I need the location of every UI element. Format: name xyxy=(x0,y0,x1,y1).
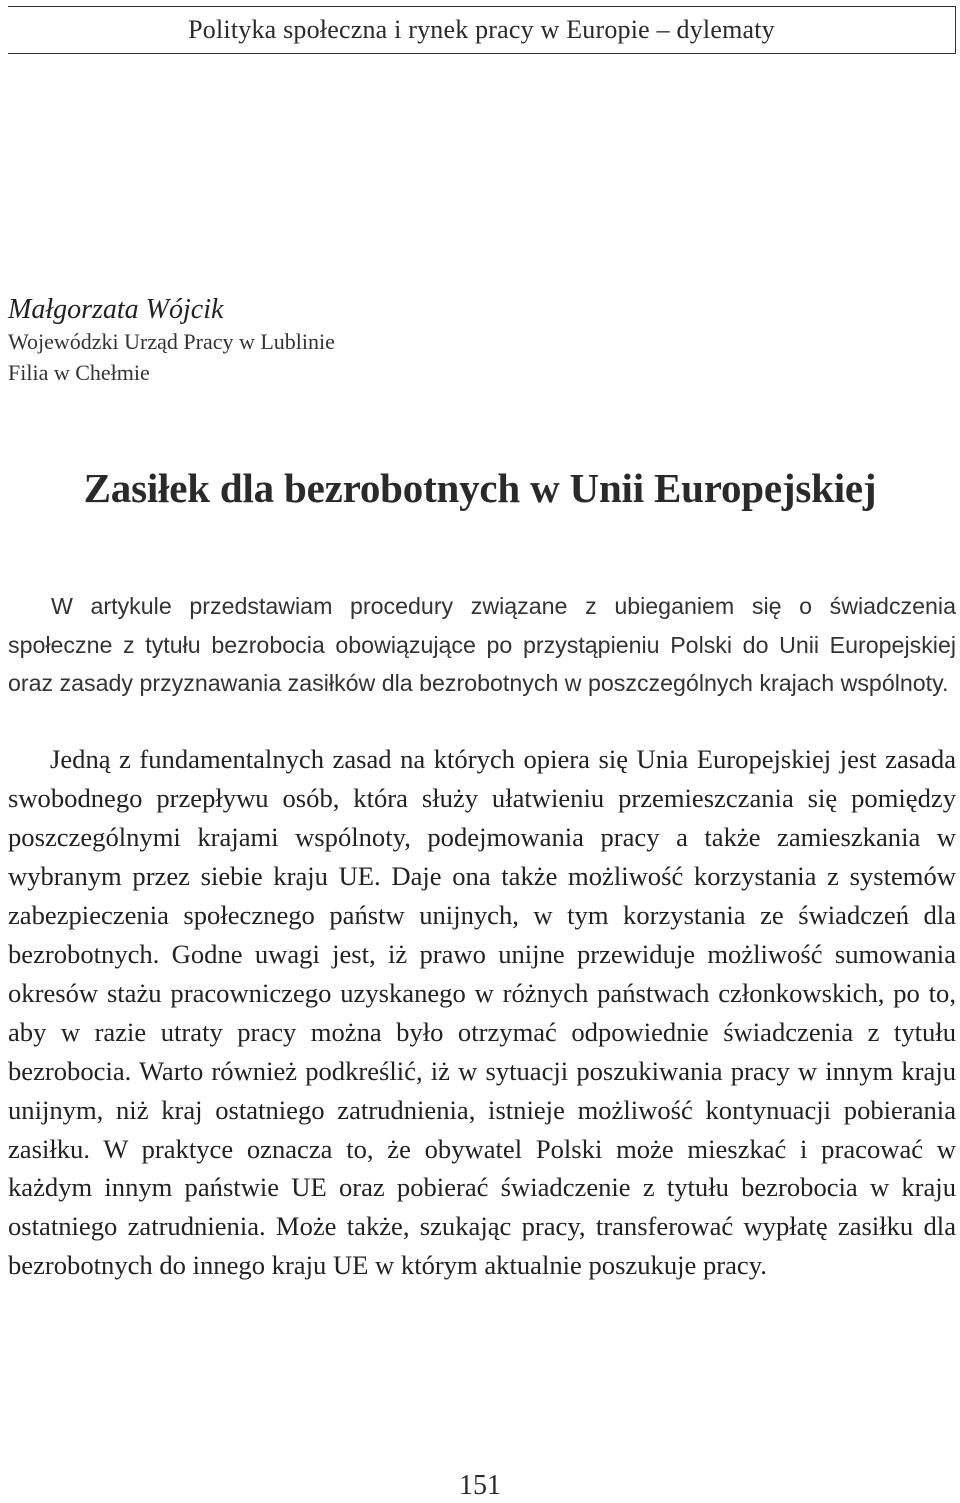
article-title: Zasiłek dla bezrobotnych w Unii Europejskiej xyxy=(83,465,877,511)
affiliation-line-2: Filia w Chełmie xyxy=(8,360,150,385)
affiliation-line-1: Wojewódzki Urząd Pracy w Lublinie xyxy=(8,329,335,354)
running-title: Polityka społeczna i rynek pracy w Europie – dylematy xyxy=(188,15,775,44)
abstract: W artykule przedstawiam procedury związane z ubieganiem się o świadczenia społeczne z tytułu bezrobocia obowiązujące po przystąpieniu Polski do Unii Europejskiej oraz zasady przyznawania zasiłków dla bezrobotnych w poszczególnych krajach wspólnoty. xyxy=(8,593,956,696)
body-paragraph: Jedną z fundamentalnych zasad na których opiera się Unia Europejskiej jest zasada swobodnego przepływu osób, która służy ułatwieniu przemieszczania się pomiędzy poszczególnymi krajami wspólnoty, podejmowania pracy a także zamieszkania w wybranym przez siebie kraju UE. Daje ona także możliwość korzystania z systemów zabezpieczenia społecznego państw unijnych, w tym korzystania ze świadczeń dla bezrobotnych. Godne uwagi jest, iż prawo unijne przewiduje możliwość sumowania okresów stażu pracowniczego uzyskanego w różnych państwach członkowskich, po to, aby w razie utraty pracy można było otrzymać odpowiednie świadczenia z tytułu bezrobocia. Warto również podkreślić, iż w sytuacji poszukiwania pracy w innym kraju unijnym, niż kraj ostatniego zatrudnienia, istnieje możliwość kontynuacji pobierania zasiłku. W praktyce oznacza to, że obywatel Polski może mieszkać i pracować w każdym innym państwie UE oraz pobierać świadczenie z tytułu bezrobocia w kraju ostatniego zatrudnienia. Może także, szukając pracy, transferować wypłatę zasiłku dla bezrobotnych do innego kraju UE w którym aktualnie poszukuje pracy. xyxy=(8,744,956,1281)
author-block xyxy=(8,294,335,388)
author-name: Małgorzata Wójcik xyxy=(8,294,224,325)
running-header xyxy=(8,6,956,54)
page-number: 151 xyxy=(459,1470,501,1501)
